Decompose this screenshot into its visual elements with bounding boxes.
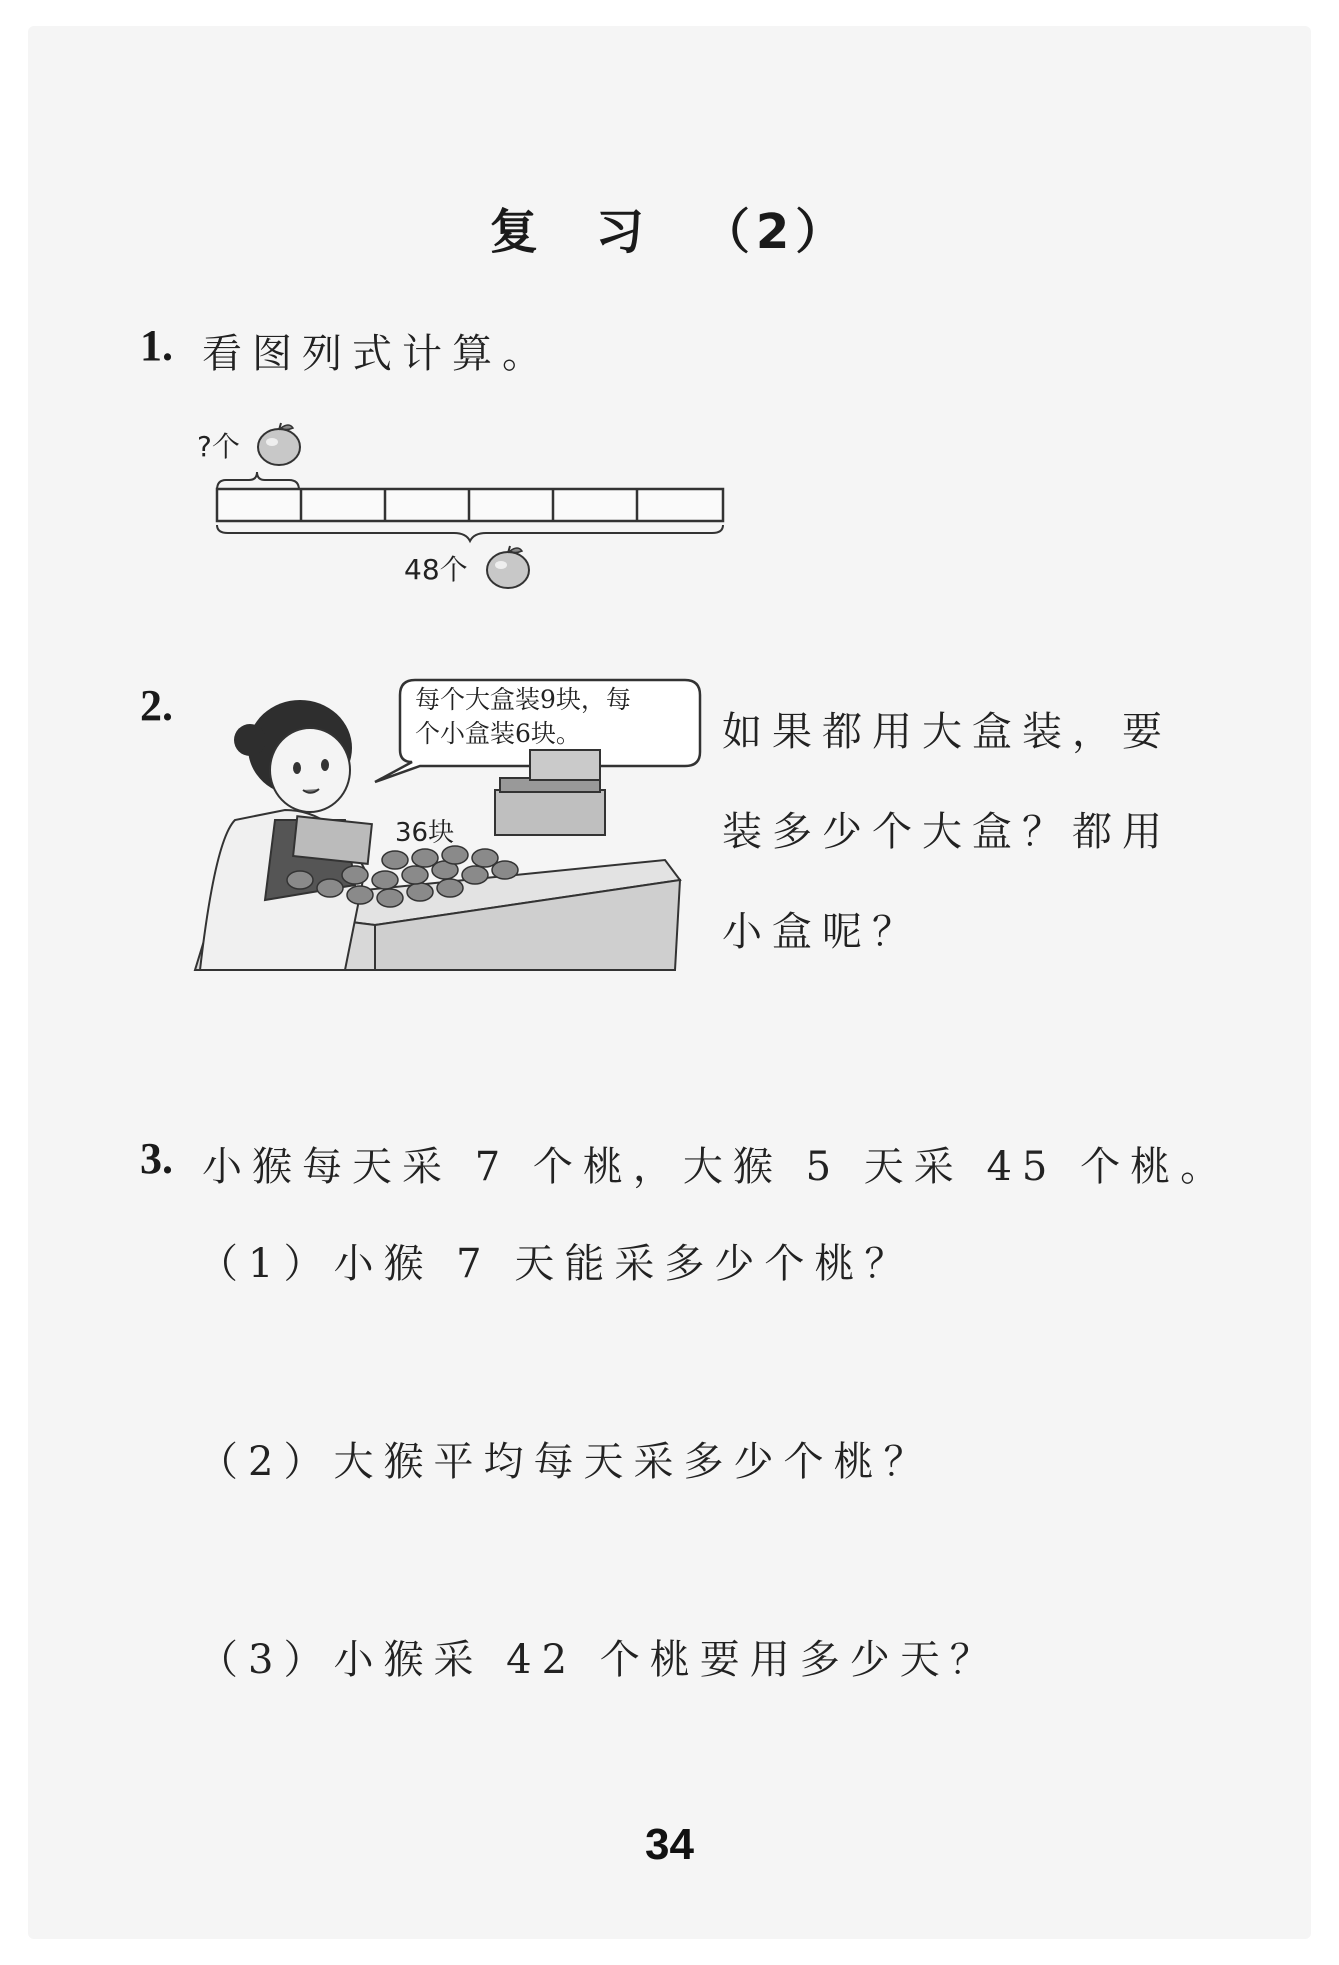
title-char-2: 习 [595, 204, 650, 260]
q3-text: 小猴每天采 7 个桃，大猴 5 天采 45 个桃。 [202, 1144, 1231, 1190]
page-title [0, 193, 1339, 262]
q2-text-line-1: 如果都用大盒装，要 [722, 709, 1172, 755]
bottom-brace [217, 525, 723, 541]
q3-sub-3: （3）小猴采 42 个桃要用多少天？ [198, 1637, 1000, 1683]
q3-sub-1: （1）小猴 7 天能采多少个桃？ [198, 1241, 915, 1287]
title-char-1: 复 [489, 204, 544, 260]
apple-icon [484, 545, 534, 591]
q2-text-line-2: 装多少个大盒？都用 [722, 809, 1172, 855]
title-suffix: （2） [701, 204, 850, 260]
cookie-count-label: 36块 [395, 818, 455, 848]
q1-text: 看图列式计算。 [202, 331, 552, 377]
top-brace [217, 472, 299, 490]
q1-top-label: ?个 [197, 430, 240, 463]
q1-bottom-label: 48个 [404, 553, 468, 586]
speech-bubble-line-1: 每个大盒装9块，每 [415, 685, 631, 714]
q3-number: 3. [140, 1134, 173, 1183]
page-number: 34 [645, 1820, 694, 1869]
speech-bubble-line-2: 个小盒装6块。 [415, 719, 581, 748]
q1-bar-diagram [214, 470, 734, 550]
cookie-box-icon [530, 750, 600, 780]
q2-text-line-3: 小盒呢？ [722, 909, 922, 955]
cookie-box-icon [495, 790, 605, 835]
apple-icon [255, 422, 305, 468]
q2-number: 2. [140, 681, 173, 730]
q1-number: 1. [140, 321, 173, 370]
q3-sub-2: （2）大猴平均每天采多少个桃？ [198, 1439, 934, 1485]
